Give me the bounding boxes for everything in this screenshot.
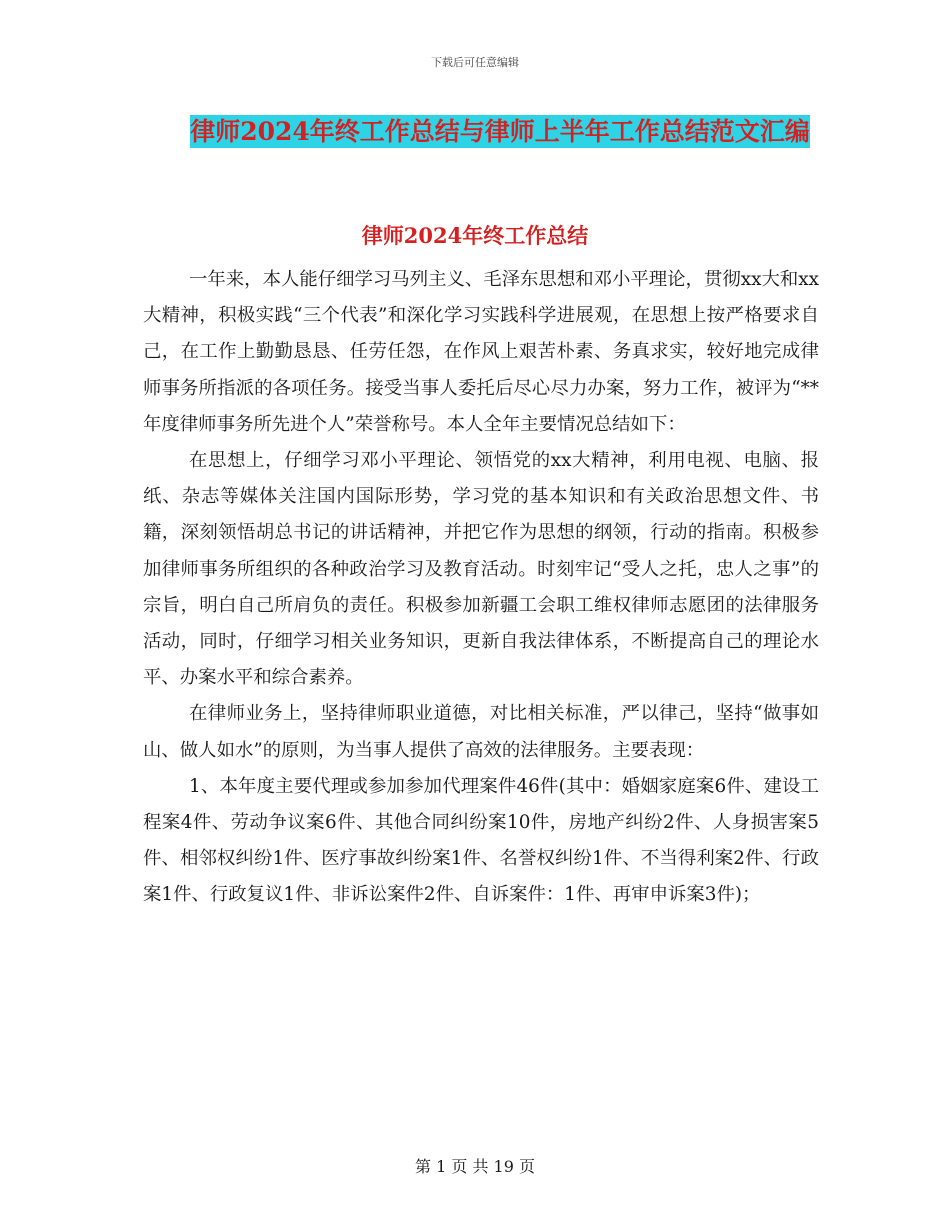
paragraph: 在思想上，仔细学习邓小平理论、领悟党的xx大精神，利用电视、电脑、报纸、杂志等媒体关注国内国际形势，学习党的基本知识和有关政治思想文件、书籍，深刻领悟胡总书记的讲话精神，并把它作为思想的纲领，行动的指南。积极参加律师事务所组织的各种政治学习及教育活动。时刻牢记“受人之托，忠人之事”的宗旨，明白自己所肩负的责任。积极参加新疆工会职工维权律师志愿团的法律服务活动，同时，仔细学习相关业务知识，更新自我法律体系，不断提高自己的理论水平、办案水平和综合素养。 bbox=[143, 450, 819, 689]
paragraph: 1、本年度主要代理或参加参加代理案件46件(其中：婚姻家庭案6件、建设工程案4件、劳动争议案6件、其他合同纠纷案10件，房地产纠纷2件、人身损害案5件、相邻权纠纷1件、医疗事故纠纷案1件、名誉权纠纷1件、不当得利案2件、行政案1件、行政复议1件、非诉讼案件2件、自诉案件：1件、再审申诉案3件)； bbox=[143, 775, 819, 906]
header-note: 下载后可任意编辑 bbox=[431, 56, 519, 69]
document-body bbox=[143, 262, 819, 914]
section-title: 律师2024年终工作总结 bbox=[361, 223, 589, 248]
document-title bbox=[140, 110, 860, 154]
paragraph: 一年来，本人能仔细学习马列主义、毛泽东思想和邓小平理论，贯彻xx大和xx大精神，积极实践“三个代表”和深化学习实践科学进展观，在思想上按严格要求自己，在工作上勤勤恳恳、任劳任怨，在作风上艰苦朴素、务真求实，较好地完成律师事务所指派的各项任务。接受当事人委托后尽心尽力办案，努力工作，被评为“**年度律师事务所先进个人”荣誉称号。本人全年主要情况总结如下： bbox=[143, 269, 819, 435]
page-footer: 第 1 页 共 19 页 bbox=[415, 1157, 535, 1176]
paragraph: 在律师业务上，坚持律师职业道德，对比相关标准，严以律己，坚持“做事如山、做人如水”的原则，为当事人提供了高效的法律服务。主要表现： bbox=[143, 703, 819, 761]
document-title-text: 律师2024年终工作总结与律师上半年工作总结范文汇编 bbox=[190, 117, 810, 146]
